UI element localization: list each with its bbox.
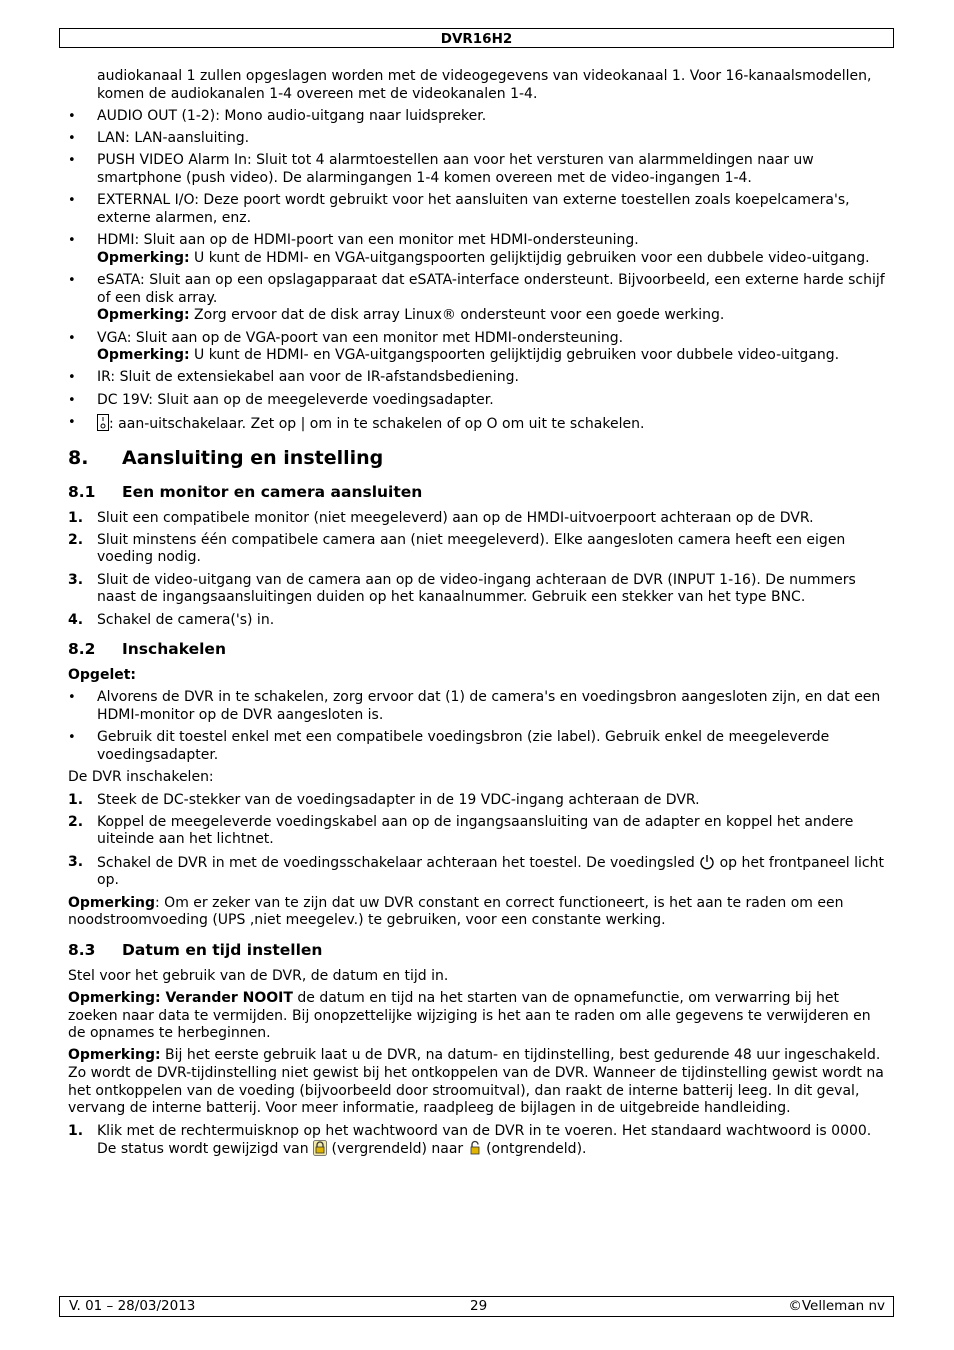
step-text: Sluit de video-uitgang van de camera aan op de video-ingang achteraan de DVR (INPUT 1-16). De nummers naast de ingangsaansluitingen duiden op het kanaalnummer. Gebruik een stekker van het type BNC. [97, 571, 856, 606]
unlock-icon [468, 1140, 482, 1156]
step-item [68, 510, 888, 528]
intro-text: De DVR inschakelen: [68, 769, 214, 786]
step-item [68, 612, 888, 630]
list-item [68, 689, 888, 724]
step-number: 2. [68, 813, 84, 830]
step-text: Sluit een compatibele monitor (niet meegeleverd) aan op de HMDI-uitvoerpoort achteraan op de DVR. [97, 509, 814, 526]
status-text: (vergrendeld) naar [327, 1141, 468, 1158]
item-text: Gebruik dit toestel enkel met een compatibele voedingsbron (zie label). Gebruik enkel de meegeleverde voedingsadapter. [97, 729, 830, 763]
section-number: 8. [68, 446, 89, 469]
step-text: Sluit minstens één compatibele camera aan (niet meegeleverd). Elke aangesloten camera heeft een eigen voeding nodig. [97, 531, 846, 566]
step-item [68, 1123, 888, 1159]
status-text: De status wordt gewijzigd van [97, 1141, 314, 1158]
step-item [68, 532, 888, 567]
note-label: Opmerking: Verander NOOIT [68, 990, 293, 1006]
item-text: EXTERNAL I/O: Deze poort wordt gebruikt voor het aansluiten van externe toestellen zoals koepelcamera's, externe alarmen, enz. [97, 192, 850, 226]
subsection-title: Inschakelen [122, 640, 226, 659]
item-text: : aan-uitschakelaar. Zet op | om in te schakelen of op O om uit te schakelen. [109, 415, 645, 432]
list-item [68, 369, 888, 387]
caution-text: Opgelet: [68, 667, 137, 684]
list-item [68, 729, 888, 764]
item-text: DC 19V: Sluit aan op de meegeleverde voedingsadapter. [97, 391, 494, 408]
item-text: • VGA: Sluit aan op de VGA-poort van een monitor met HDMI-ondersteuning. [97, 329, 624, 346]
power-icon [699, 854, 715, 870]
note-paragraph [68, 990, 888, 1043]
item-text: IR: Sluit de extensiekabel aan voor de IR-afstandsbediening. [97, 369, 519, 386]
continuation-text: audiokanaal 1 zullen opgeslagen worden met de videogegevens van videokanaal 1. Voor 16-kanaalsmodellen, komen de audiokanalen 1-4 overeen met de videokanalen 1-4. [97, 68, 872, 102]
step-number: 1. [68, 1122, 84, 1139]
lock-icon [313, 1140, 327, 1156]
section-title: Aansluiting en instelling [122, 446, 384, 469]
section-heading [68, 447, 888, 469]
list-item [68, 232, 888, 267]
step-text: Koppel de meegeleverde voedingskabel aan op de ingangsaansluiting van de adapter en koppel het andere uiteinde aan het lichtnet. [97, 813, 854, 848]
item-text: Alvorens de DVR in te schakelen, zorg ervoor dat (1) de camera's en voedingsbron aangesloten zijn, en dat een HDMI-monitor op de DVR aangesloten is. [97, 689, 881, 724]
step-item [68, 854, 888, 890]
step-item [68, 792, 888, 810]
page-header [59, 28, 894, 48]
item-note [97, 347, 888, 365]
subsection-heading [68, 483, 888, 501]
caution-label [68, 667, 888, 685]
subsection-heading [68, 640, 888, 658]
list-item [68, 108, 888, 126]
step-item [68, 814, 888, 849]
note-label: Opmerking [68, 894, 156, 911]
step-text: Klik met de rechtermuisknop op het wachtwoord van de DVR in te voeren. Het standaard wachtwoord is 0000. [97, 1122, 872, 1139]
item-note [97, 250, 888, 268]
list-item [68, 330, 888, 365]
footer-version: V. 01 – 28/03/2013 [69, 1298, 196, 1314]
note-text: Bij het eerste gebruik laat u de DVR, na datum- en tijdinstelling, best gedurende 48 uur ingeschakeld. Zo wordt de DVR-tijdinstelling niet gewist bij het ontkoppelen van de DVR. Wanneer de tijdinstelling gewist wordt na het ontkoppelen van de voeding (bijvoorbeeld door stroomuitval), dan raakt de interne batterij leeg. In dit geval, vervang de interne batterij. Voor meer informatie, raadpleeg de bijlagen in de uitgebreide handleiding. [68, 1047, 884, 1117]
note-label: Opmerking: [97, 307, 190, 324]
subsection-title: Een monitor en camera aansluiten [122, 482, 423, 501]
page-content [68, 68, 888, 1163]
note-text: : Om er zeker van te zijn dat uw DVR constant en correct functioneert, is het aan te raden om een noodstroomvoeding (UPS ,niet meegelev.) te gebruiken, voor een constante werking. [68, 894, 844, 929]
list-item [68, 192, 888, 227]
subsection-number: 8.1 [68, 482, 96, 501]
note-text: U kunt de HDMI- en VGA-uitgangspoorten gelijktijdig gebruiken voor een dubbele video-uitgang. [189, 249, 870, 266]
step-number: 1. [68, 509, 84, 526]
step-text: Schakel de camera('s) in. [97, 611, 275, 628]
list-item [68, 414, 888, 434]
step-text: op het frontpaneel licht op. [97, 854, 884, 889]
footer-page-number: 29 [470, 1298, 488, 1314]
subsection-number: 8.2 [68, 640, 96, 659]
status-text: (ontgrendeld). [481, 1141, 587, 1158]
item-text: PUSH VIDEO Alarm In: Sluit tot 4 alarmtoestellen aan voor het versturen van alarmmeldingen naar uw smartphone (push video). De alarmingangen 1-4 komen overeen met de video-ingangen 1-4. [97, 152, 814, 187]
note-paragraph [68, 895, 888, 930]
list-item [68, 130, 888, 148]
note-text: U kunt de HDMI- en VGA-uitgangspoorten gelijktijdig gebruiken voor dubbele video-uitgang. [189, 347, 840, 364]
header-title: DVR16H2 [440, 31, 513, 47]
connector-list [68, 108, 888, 434]
power-switch-icon [97, 414, 109, 431]
note-text: de datum en tijd na het starten van de opnamefunctie, om verwarring bij het zoeken naar data te vermijden. Bij onopzettelijke wijziging is het aan te raden om alle gegevens te verwijderen en de opnames te herbeginnen. [68, 990, 871, 1042]
note-label: Opmerking: [97, 249, 190, 266]
list-item [68, 152, 888, 187]
step-text: Schakel de DVR in met de voedingsschakelaar achteraan het toestel. De voedingsled [97, 854, 700, 871]
footer-copyright: ©Velleman nv [788, 1298, 885, 1314]
step-number: 1. [68, 791, 84, 808]
step-number: 3. [68, 571, 84, 588]
list-item [68, 272, 888, 325]
note-paragraph [68, 1047, 888, 1117]
item-text: • eSATA: Sluit aan op een opslagapparaat dat eSATA-interface ondersteunt. Bijvoorbeeld, een externe harde schijf of een disk array. [97, 272, 885, 306]
step-number: 3. [68, 853, 84, 870]
subsection-heading [68, 941, 888, 959]
note-label: Opmerking: [68, 1047, 161, 1064]
subsection-title: Datum en tijd instellen [122, 940, 323, 959]
caution-list [68, 689, 888, 764]
item-note [97, 307, 888, 325]
item-text: • HDMI: Sluit aan op de HDMI-poort van een monitor met HDMI-ondersteuning. [97, 232, 639, 249]
note-label: Opmerking: [97, 347, 190, 364]
subsection-number: 8.3 [68, 940, 96, 959]
step-number: 2. [68, 531, 84, 548]
steps-list [68, 510, 888, 630]
steps-list [68, 792, 888, 890]
list-item [68, 392, 888, 410]
item-text: AUDIO OUT (1-2): Mono audio-uitgang naar luidspreker. [97, 107, 487, 124]
note-text: Zorg ervoor dat de disk array Linux® ondersteunt voor een goede werking. [189, 307, 725, 324]
step-number: 4. [68, 611, 84, 628]
intro-text: Stel voor het gebruik van de DVR, de datum en tijd in. [68, 967, 449, 984]
item-text: LAN: LAN-aansluiting. [97, 130, 250, 147]
status-line [97, 1140, 888, 1159]
step-item [68, 572, 888, 607]
step-text: Steek de DC-stekker van de voedingsadapter in de 19 VDC-ingang achteraan de DVR. [97, 791, 700, 808]
page-footer [59, 1296, 894, 1317]
